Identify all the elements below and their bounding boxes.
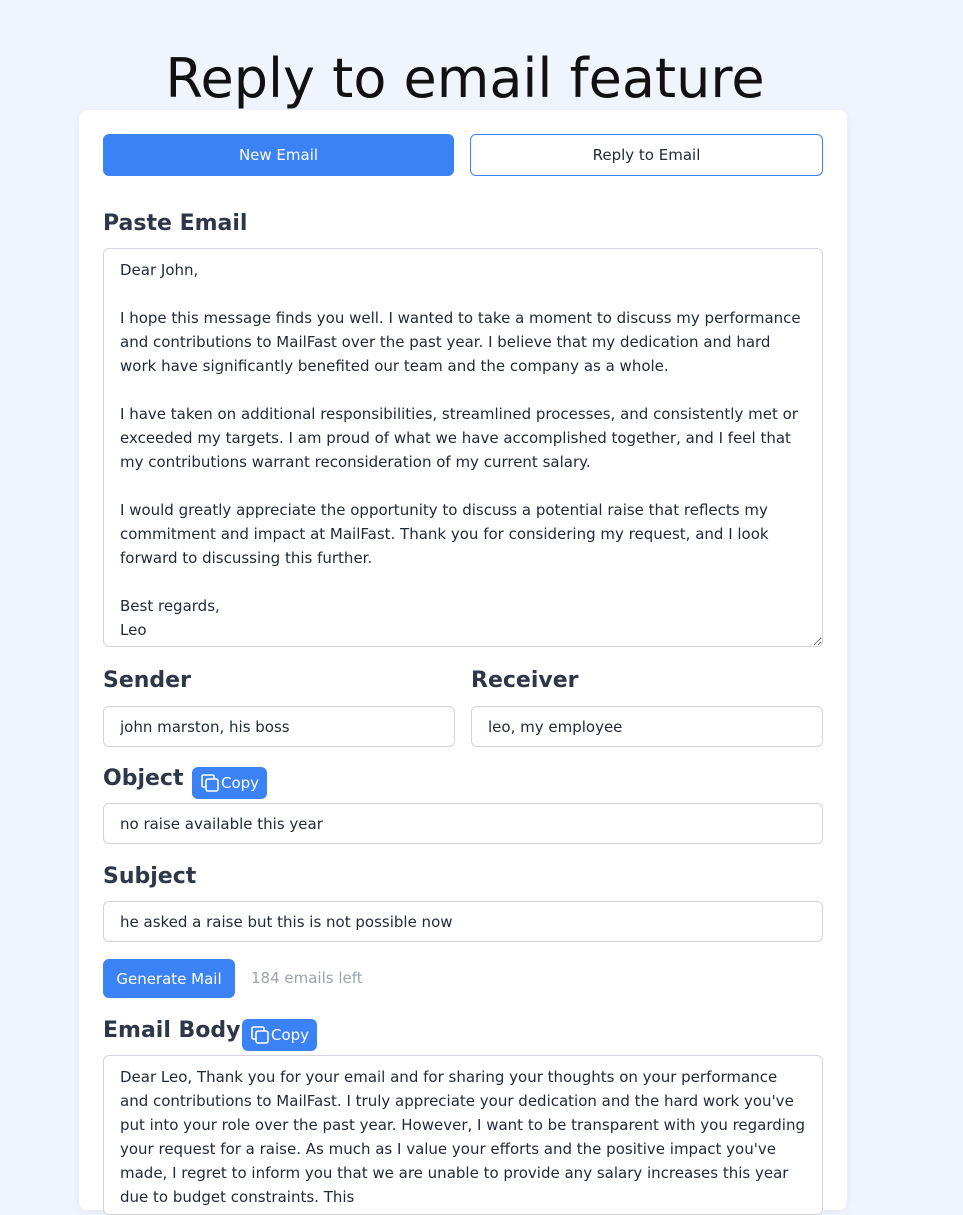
object-copy-label: Copy <box>221 774 260 792</box>
object-copy-button[interactable] <box>192 767 267 799</box>
subject-input[interactable] <box>103 901 823 942</box>
email-body-textarea[interactable] <box>103 1055 823 1215</box>
paste-email-label: Paste Email <box>103 211 248 236</box>
sender-input[interactable] <box>103 706 455 747</box>
emails-left-counter: 184 emails left <box>251 969 363 987</box>
email-body-copy-label: Copy <box>271 1026 310 1044</box>
object-input[interactable] <box>103 803 823 844</box>
receiver-label: Receiver <box>471 668 579 693</box>
page-title: Reply to email feature <box>165 47 765 110</box>
tab-reply-email[interactable]: Reply to Email <box>470 134 823 176</box>
email-body-copy-button[interactable] <box>242 1019 317 1051</box>
paste-email-textarea[interactable] <box>103 248 823 647</box>
copy-icon <box>250 1025 270 1045</box>
email-body-label: Email Body <box>103 1018 241 1043</box>
receiver-input[interactable] <box>471 706 823 747</box>
object-label: Object <box>103 766 184 791</box>
sender-label: Sender <box>103 668 191 693</box>
tab-new-email[interactable]: New Email <box>103 134 454 176</box>
generate-mail-button[interactable]: Generate Mail <box>103 959 235 998</box>
copy-icon <box>200 773 220 793</box>
subject-label: Subject <box>103 864 197 889</box>
